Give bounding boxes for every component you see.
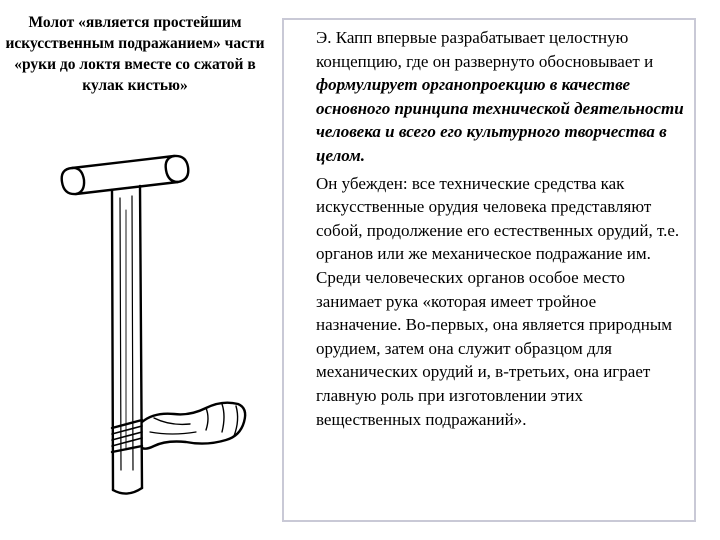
- paragraph-2: Он убежден: все технические средства как искусственные орудия человека представляют собой, продолжение его естественных орудий, т.е. органов или же механическое подражание им. Среди человеческих органов особое место занимает рука «которая имеет тройное назначение. Во-первых, она является природным орудием, затем она служит образцом для механических орудий и, в-третьих, она играет главную роль при изготовлении этих вещественных подражаний».: [316, 173, 680, 429]
- hammer-hand-drawing: [50, 150, 280, 520]
- illustration-caption: Молот «является простейшим искусственным подражанием» части «руки до локтя вместе со сжатой в кулак кистью»: [5, 14, 265, 94]
- paragraph-1: [316, 26, 684, 168]
- p1-emphasis-2: органопроекцию в качестве основного принципа технической деятельности человека и всего его культурного творчества в целом.: [316, 75, 684, 165]
- p1-emphasis-1: формулирует: [316, 75, 418, 95]
- text-box: [282, 18, 696, 522]
- p1-normal-text: Э. Капп впервые разрабатывает целостную концепцию, где он развернуто обосновывает и: [316, 28, 654, 71]
